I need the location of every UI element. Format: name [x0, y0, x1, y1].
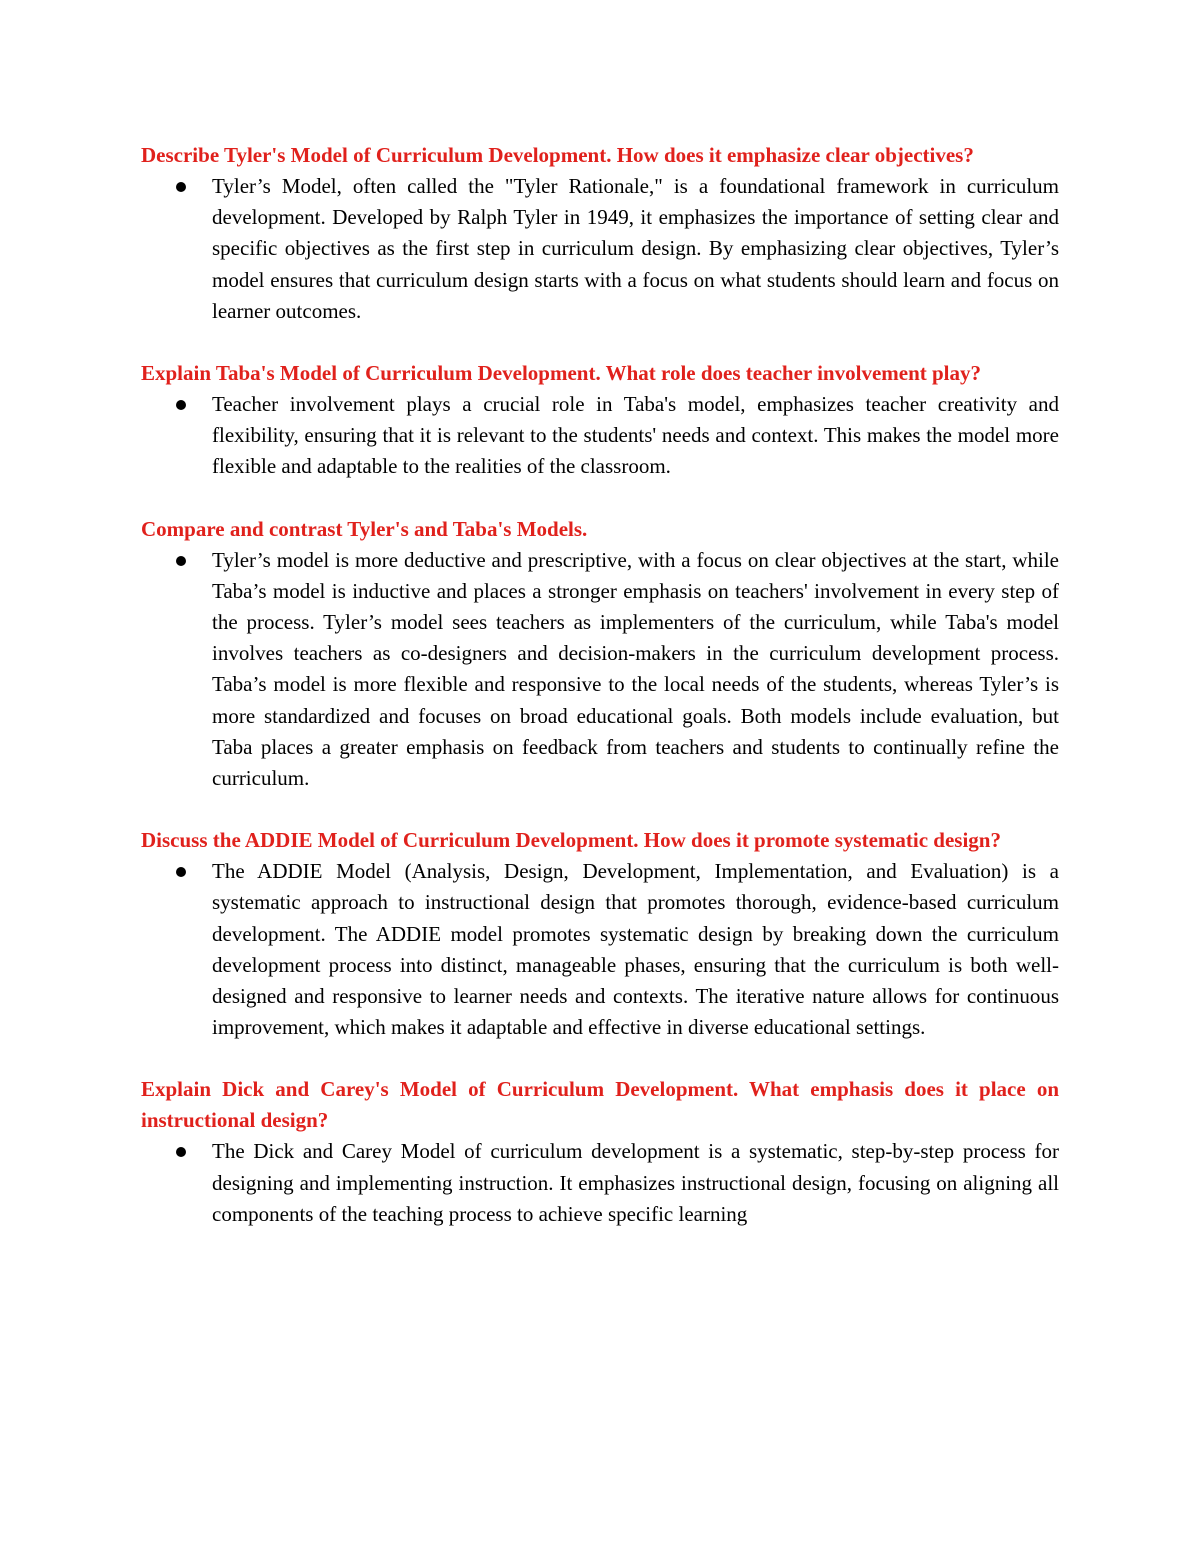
qa-section-compare	[141, 514, 1059, 795]
answer-item	[141, 1136, 1059, 1230]
answer-text: Teacher involvement plays a crucial role in Taba's model, emphasizes teacher creativity and flexibility, ensuring that it is relevant to the students' needs and context. This makes the model more flexible and adaptable to the realities of the classroom.	[212, 392, 1059, 479]
answer-list	[141, 856, 1059, 1043]
bullet-icon	[176, 867, 186, 877]
answer-item	[141, 856, 1059, 1043]
answer-text: Tyler’s Model, often called the "Tyler Rationale," is a foundational framework in curriculum development. Developed by Ralph Tyler in 1949, it emphasizes the importance of setting clear and specific objectives as the first step in curriculum design. By emphasizing clear objectives, Tyler’s model ensures that curriculum design starts with a focus on what students should learn and focus on learner outcomes.	[212, 174, 1059, 323]
question-heading: Explain Dick and Carey's Model of Curriculum Development. What emphasis does it place on instructional design?	[141, 1077, 1059, 1133]
question-heading: Discuss the ADDIE Model of Curriculum Development. How does it promote systematic design?	[141, 828, 1001, 853]
bullet-icon	[176, 556, 186, 566]
answer-list	[141, 545, 1059, 795]
answer-item	[141, 545, 1059, 795]
question-heading: Compare and contrast Tyler's and Taba's Models.	[141, 516, 588, 541]
answer-item	[141, 389, 1059, 483]
bullet-icon	[176, 400, 186, 410]
qa-section-addie	[141, 825, 1059, 1043]
answer-list	[141, 171, 1059, 327]
answer-text: The Dick and Carey Model of curriculum development is a systematic, step-by-step process for designing and implementing instruction. It emphasizes instructional design, focusing on aligning all components of the teaching process to achieve specific learning	[212, 1139, 1059, 1226]
bullet-icon	[176, 1147, 186, 1157]
qa-section-dick-carey	[141, 1074, 1059, 1230]
qa-section-taba	[141, 358, 1059, 483]
qa-section-tyler	[141, 140, 1059, 327]
answer-list	[141, 1136, 1059, 1230]
question-heading: Describe Tyler's Model of Curriculum Development. How does it emphasize clear objectives?	[141, 143, 974, 167]
answer-text: The ADDIE Model (Analysis, Design, Development, Implementation, and Evaluation) is a systematic approach to instructional design that promotes thorough, evidence-based curriculum development. The ADDIE model promotes systematic design by breaking down the curriculum development process into distinct, manageable phases, ensuring that the curriculum is both well-designed and responsive to learner needs and contexts. The iterative nature allows for continuous improvement, which makes it adaptable and effective in diverse educational settings.	[212, 859, 1059, 1040]
answer-text: Tyler’s model is more deductive and prescriptive, with a focus on clear objectives at the start, while Taba’s model is inductive and places a stronger emphasis on teachers' involvement in every step of the process. Tyler’s model sees teachers as implementers of the curriculum, while Taba's model involves teachers as co-designers and decision-makers in the curriculum development process. Taba’s model is more flexible and responsive to the local needs of the students, whereas Tyler’s is more standardized and focuses on broad educational goals. Both models include evaluation, but Taba places a greater emphasis on feedback from teachers and students to continually refine the curriculum.	[212, 547, 1059, 791]
bullet-icon	[176, 182, 186, 192]
answer-item	[141, 171, 1059, 327]
question-heading: Explain Taba's Model of Curriculum Development. What role does teacher involvement play?	[141, 361, 982, 386]
answer-list	[141, 389, 1059, 483]
document-page	[141, 140, 1059, 1261]
